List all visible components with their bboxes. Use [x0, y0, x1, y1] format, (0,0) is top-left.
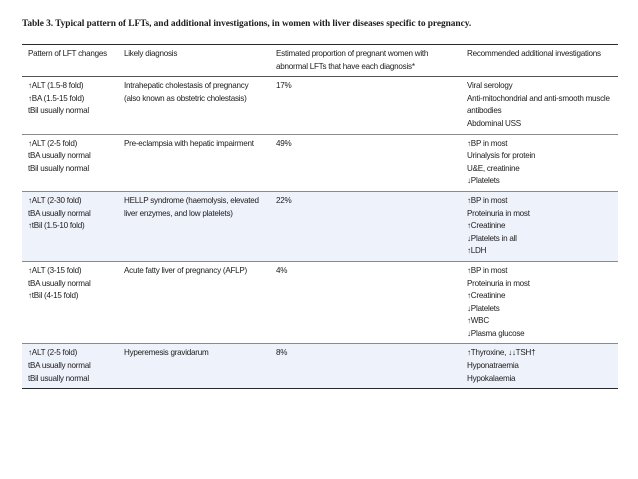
investigation-line: Urinalysis for protein	[467, 151, 536, 161]
pattern-cell	[22, 191, 118, 261]
investigation-line: ↓Platelets	[467, 303, 500, 313]
pattern-line: tBil usually normal	[28, 163, 89, 173]
pattern-line: tBA usually normal	[28, 151, 91, 161]
investigation-line: Hypokalaemia	[467, 373, 516, 383]
lft-table	[22, 44, 618, 389]
pattern-cell	[22, 77, 118, 134]
pattern-cell	[22, 134, 118, 191]
pattern-line: ↑ALT (3-15 fold)	[28, 265, 82, 275]
investigation-line: ↑WBC	[467, 316, 489, 326]
investigations-cell	[461, 344, 618, 389]
proportion-cell: 22%	[276, 195, 292, 205]
table-caption: Table 3. Typical pattern of LFTs, and additional investigations, in women with liver diseases specific to pregnancy.	[22, 19, 472, 29]
pattern-cell	[22, 344, 118, 389]
investigations-cell	[461, 77, 618, 134]
proportion-cell: 8%	[276, 348, 288, 358]
diagnosis-cell: Intrahepatic cholestasis of pregnancy (also known as obstetric cholestasis)	[124, 81, 249, 103]
pattern-cell	[22, 261, 118, 344]
investigation-line: Hyponatraemia	[467, 361, 519, 371]
investigation-line: Proteinuria in most	[467, 278, 530, 288]
investigation-line: ↑Creatinine	[467, 291, 506, 301]
investigation-line: ↓Plasma glucose	[467, 328, 525, 338]
proportion-cell: 17%	[276, 81, 292, 91]
pattern-line: ↑tBil (4-15 fold)	[28, 291, 79, 301]
pattern-line: tBil usually normal	[28, 373, 89, 383]
investigations-cell	[461, 134, 618, 191]
investigation-line: ↓Platelets in all	[467, 233, 517, 243]
table-row	[22, 134, 618, 191]
pattern-line: tBA usually normal	[28, 361, 91, 371]
pattern-line: tBil usually normal	[28, 106, 89, 116]
investigation-line: Proteinuria in most	[467, 208, 530, 218]
table-row	[22, 191, 618, 261]
table-row	[22, 77, 618, 134]
diagnosis-cell: Pre-eclampsia with hepatic impairment	[124, 138, 254, 148]
header-pattern: Pattern of LFT changes	[28, 49, 107, 58]
pattern-line: tBA usually normal	[28, 278, 91, 288]
diagnosis-cell: Acute fatty liver of pregnancy (AFLP)	[124, 265, 248, 275]
investigation-line: ↑LDH	[467, 246, 487, 256]
pattern-line: ↑ALT (2-5 fold)	[28, 138, 78, 148]
investigation-line: Abdominal USS	[467, 118, 521, 128]
investigation-line: ↓Platelets	[467, 176, 500, 186]
diagnosis-cell: Hyperemesis gravidarum	[124, 348, 209, 358]
investigation-line: Viral serology	[467, 81, 513, 91]
table-container	[22, 44, 618, 389]
table-header-row	[22, 45, 618, 77]
investigation-line: Anti-mitochondrial and anti-smooth muscle antibodies	[467, 93, 610, 116]
investigation-line: ↑BP in most	[467, 265, 508, 275]
investigations-cell	[461, 261, 618, 344]
pattern-line: tBA usually normal	[28, 208, 91, 218]
diagnosis-cell: HELLP syndrome (haemolysis, elevated liver enzymes, and low platelets)	[124, 195, 259, 218]
investigation-line: ↑Creatinine	[467, 221, 506, 231]
proportion-cell: 49%	[276, 138, 292, 148]
investigation-line: ↑BP in most	[467, 138, 508, 148]
header-proportion: Estimated proportion of pregnant women with abnormal LFTs that have each diagnosis*	[276, 49, 429, 71]
pattern-line: ↑ALT (2-5 fold)	[28, 348, 78, 358]
table-row	[22, 344, 618, 389]
pattern-line: ↑BA (1.5-15 fold)	[28, 93, 85, 103]
investigation-line: U&E, creatinine	[467, 163, 520, 173]
investigation-line: ↑Thyroxine, ↓↓TSH†	[467, 348, 536, 358]
investigations-cell	[461, 191, 618, 261]
pattern-line: ↑tBil (1.5-10 fold)	[28, 221, 85, 231]
pattern-line: ↑ALT (2-30 fold)	[28, 195, 82, 205]
proportion-cell: 4%	[276, 265, 288, 275]
table-row	[22, 261, 618, 344]
pattern-line: ↑ALT (1.5-8 fold)	[28, 81, 84, 91]
investigation-line: ↑BP in most	[467, 195, 508, 205]
header-diagnosis: Likely diagnosis	[124, 49, 178, 58]
header-investigations: Recommended additional investigations	[467, 49, 601, 58]
